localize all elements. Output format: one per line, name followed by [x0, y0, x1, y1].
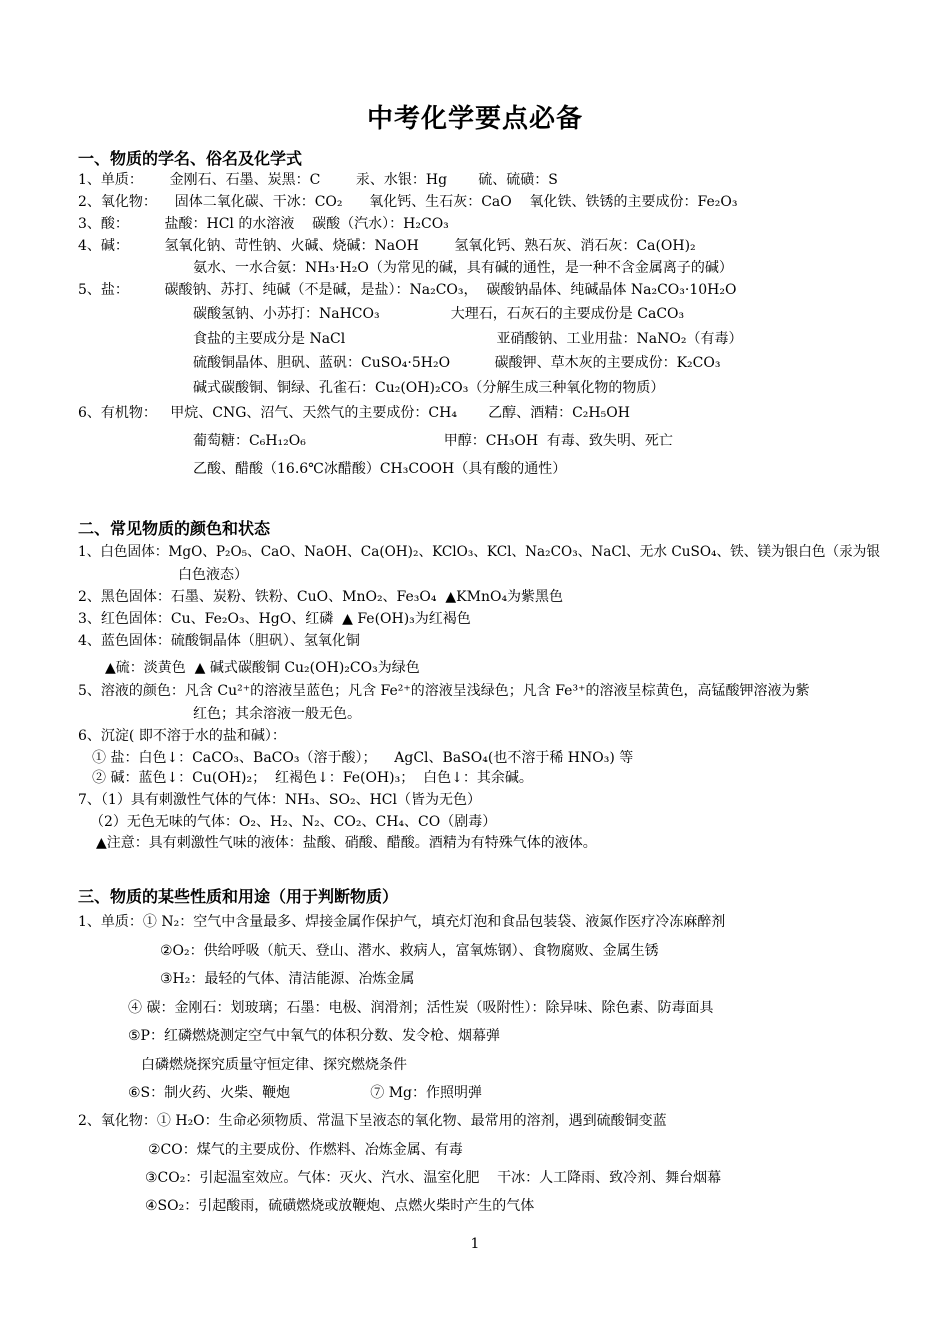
line: ④ 碳：金刚石：划玻璃；石墨：电极、润滑剂；活性炭（吸附性）：除异味、除色素、防毒面具 — [128, 1000, 714, 1016]
line: 氨水、一水合氨：NH₃·H₂O（为常见的碱，具有碱的通性，是一种不含金属离子的碱） — [193, 260, 733, 276]
section-heading-2: 二、常见物质的颜色和状态 — [78, 519, 271, 538]
section-heading-1: 一、物质的学名、俗名及化学式 — [78, 149, 303, 168]
line: 4、碱： 氢氧化钠、苛性钠、火碱、烧碱：NaOH 氢氧化钙、熟石灰、消石灰：Ca(OH)₂ — [78, 238, 696, 254]
line: 3、红色固体：Cu、Fe₂O₃、HgO、红磷 ▲ Fe(OH)₃为红褐色 — [78, 611, 471, 627]
line: 葡萄糖：C₆H₁₂O₆ 甲醇：CH₃OH 有毒、致失明、死亡 — [193, 433, 673, 449]
line: ② 碱：蓝色↓：Cu(OH)₂； 红褐色↓：Fe(OH)₃； 白色↓：其余碱。 — [92, 770, 533, 786]
line: 2、氧化物： 固体二氧化碳、干冰：CO₂ 氧化钙、生石灰：CaO 氧化铁、铁锈的主要成份：Fe₂O₃ — [78, 194, 738, 210]
line: （2）无色无味的气体：O₂、H₂、N₂、CO₂、CH₄、CO（剧毒） — [90, 814, 497, 830]
line: 硫酸铜晶体、胆矾、蓝矾：CuSO₄·5H₂O 碳酸钾、草木灰的主要成份：K₂CO₃ — [193, 355, 721, 371]
line: 5、盐： 碳酸钠、苏打、纯碱（不是碱，是盐）：Na₂CO₃， 碳酸钠晶体、纯碱晶体 Na₂CO₃·10H₂O — [78, 282, 737, 298]
line: ②CO：煤气的主要成份、作燃料、冶炼金属、有毒 — [148, 1142, 463, 1158]
line: 食盐的主要成分是 NaCl 亚硝酸钠、工业用盐：NaNO₂（有毒） — [193, 331, 743, 347]
line: 1、单质：① N₂：空气中含量最多、焊接金属作保护气，填充灯泡和食品包装袋、液氮作医疗冷冻麻醉剂 — [78, 914, 726, 930]
line: 2、黑色固体：石墨、炭粉、铁粉、CuO、MnO₂、Fe₃O₄ ▲KMnO₄为紫黑色 — [78, 589, 564, 605]
line: ⑤P：红磷燃烧测定空气中氧气的体积分数、发令枪、烟幕弹 — [128, 1028, 500, 1044]
line: 红色；其余溶液一般无色。 — [193, 706, 361, 722]
line: 白磷燃烧探究质量守恒定律、探究燃烧条件 — [141, 1057, 407, 1073]
line: ▲硫：淡黄色 ▲ 碱式碳酸铜 Cu₂(OH)₂CO₃为绿色 — [105, 660, 420, 676]
line: 4、蓝色固体：硫酸铜晶体（胆矾）、氢氧化铜 — [78, 633, 360, 649]
line: 乙酸、醋酸（16.6℃冰醋酸）CH₃COOH（具有酸的通性） — [193, 461, 567, 477]
line: ⑥S：制火药、火柴、鞭炮 ⑦ Mg：作照明弹 — [128, 1085, 482, 1101]
line: ① 盐：白色↓：CaCO₃、BaCO₃（溶于酸）； AgCl、BaSO₄(也不溶于稀 HNO₃) 等 — [92, 750, 634, 766]
line: 7、（1）具有刺激性气体的气体：NH₃、SO₂、HCl（皆为无色） — [78, 792, 481, 808]
line: 碱式碳酸铜、铜绿、孔雀石：Cu₂(OH)₂CO₃（分解生成三种氧化物的物质） — [193, 380, 665, 396]
line: 1、单质： 金刚石、石墨、炭黑：C 汞、水银：Hg 硫、硫磺：S — [78, 172, 558, 188]
line: 碳酸氢钠、小苏打：NaHCO₃ 大理石，石灰石的主要成份是 CaCO₃ — [193, 306, 685, 322]
line: 3、酸： 盐酸：HCl 的水溶液 碳酸（汽水）：H₂CO₃ — [78, 216, 449, 232]
line: ②O₂：供给呼吸（航天、登山、潜水、救病人，富氧炼钢）、食物腐败、金属生锈 — [160, 943, 659, 959]
line: 1、白色固体：MgO、P₂O₅、CaO、NaOH、Ca(OH)₂、KClO₃、KCl、Na₂CO₃、NaCl、无水 CuSO₄、铁、镁为银白色（汞为银 — [78, 544, 880, 560]
line: 2、氧化物：① H₂O：生命必须物质、常温下呈液态的氧化物、最常用的溶剂，遇到硫酸铜变蓝 — [78, 1113, 667, 1129]
page-title: 中考化学要点必备 — [366, 104, 583, 134]
line: 6、有机物： 甲烷、CNG、沼气、天然气的主要成份：CH₄ 乙醇、酒精：C₂H₅OH — [78, 405, 630, 421]
line: 5、溶液的颜色：凡含 Cu²⁺的溶液呈蓝色；凡含 Fe²⁺的溶液呈浅绿色；凡含 Fe³⁺的溶液呈棕黄色，高锰酸钾溶液为紫 — [78, 683, 810, 699]
line: 白色液态） — [178, 567, 248, 583]
page-number: 1 — [470, 1236, 480, 1252]
line: ③H₂：最轻的气体、清洁能源、冶炼金属 — [160, 971, 415, 987]
section-heading-3: 三、物质的某些性质和用途（用于判断物质） — [78, 887, 399, 906]
line: ▲注意：具有刺激性气味的液体：盐酸、硝酸、醋酸。酒精为有特殊气体的液体。 — [96, 835, 597, 851]
line: 6、沉淀( 即不溶于水的盐和碱）： — [78, 728, 286, 744]
line: ④SO₂：引起酸雨，硫磺燃烧或放鞭炮、点燃火柴时产生的气体 — [145, 1198, 535, 1214]
line: ③CO₂：引起温室效应。气体：灭火、汽水、温室化肥 干冰：人工降雨、致冷剂、舞台烟幕 — [145, 1170, 722, 1186]
